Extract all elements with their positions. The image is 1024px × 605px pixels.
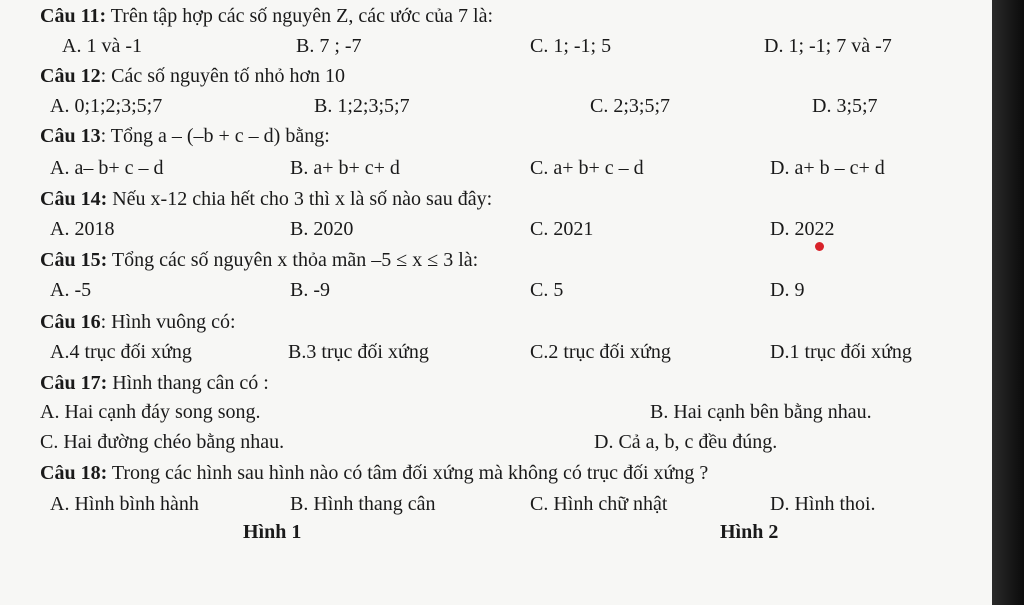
question-number: Câu 17:	[40, 372, 108, 394]
question-number: Câu 12	[40, 65, 101, 87]
dark-screen-edge	[992, 0, 1024, 605]
options-15	[0, 276, 992, 304]
option-b[interactable]: B. 1;2;3;5;7	[314, 95, 410, 117]
option-a[interactable]: A. Hai cạnh đáy song song.	[40, 401, 261, 423]
options-17-row1	[0, 398, 992, 426]
option-a[interactable]: A. 2018	[50, 218, 115, 240]
option-b[interactable]: B. 7 ; -7	[296, 35, 362, 57]
option-d[interactable]: D. 3;5;7	[812, 95, 878, 117]
option-d[interactable]: D. 2022	[770, 218, 835, 240]
option-a[interactable]: A. Hình bình hành	[50, 493, 199, 515]
option-a[interactable]: A. a– b+ c – d	[50, 157, 164, 179]
options-17-row2	[0, 428, 992, 456]
question-text: Tổng các số nguyên x thỏa mãn –5 ≤ x ≤ 3 là:	[111, 249, 479, 271]
options-18	[0, 490, 992, 518]
option-b[interactable]: B. a+ b+ c+ d	[290, 157, 400, 179]
question-text: : Hình vuông có:	[100, 311, 236, 333]
option-b[interactable]: B. Hai cạnh bên bằng nhau.	[650, 401, 872, 423]
question-16	[40, 308, 980, 336]
option-c[interactable]: C. Hai đường chéo bằng nhau.	[40, 431, 285, 453]
option-d[interactable]: D. 1; -1; 7 và -7	[764, 35, 892, 57]
question-11	[40, 2, 980, 30]
option-b[interactable]: B. -9	[290, 279, 330, 301]
question-text: Trong các hình sau hình nào có tâm đối xứng mà không có trục đối xứng ?	[111, 462, 709, 484]
option-a[interactable]: A. 0;1;2;3;5;7	[50, 95, 163, 117]
option-c[interactable]: C. a+ b+ c – d	[530, 157, 644, 179]
option-a[interactable]: A.4 trục đối xứng	[50, 341, 192, 363]
option-d[interactable]: D. Hình thoi.	[770, 493, 876, 515]
question-text: : Tổng a – (–b + c – d) bằng:	[100, 125, 330, 147]
option-c[interactable]: C. Hình chữ nhật	[530, 493, 668, 515]
question-text: Trên tập hợp các số nguyên Z, các ước của 7 là:	[110, 5, 494, 27]
question-number: Câu 18:	[40, 462, 108, 484]
options-16	[0, 338, 992, 366]
options-14	[0, 215, 992, 243]
question-number: Câu 16	[40, 311, 101, 333]
option-d[interactable]: D.1 trục đối xứng	[770, 341, 912, 363]
question-17	[40, 369, 980, 397]
question-text: Nếu x-12 chia hết cho 3 thì x là số nào sau đây:	[112, 188, 493, 210]
question-18	[40, 459, 980, 487]
option-c[interactable]: C. 1; -1; 5	[530, 35, 612, 57]
option-d[interactable]: D. 9	[770, 279, 805, 301]
question-number: Câu 13	[40, 125, 101, 147]
question-15	[40, 246, 980, 274]
option-a[interactable]: A. 1 và -1	[62, 35, 142, 57]
question-number: Câu 11:	[40, 5, 107, 27]
question-text: : Các số nguyên tố nhỏ hơn 10	[100, 65, 346, 87]
option-c[interactable]: C. 2;3;5;7	[590, 95, 671, 117]
question-12	[40, 62, 980, 90]
options-13	[0, 154, 992, 182]
option-c[interactable]: C. 5	[530, 279, 564, 301]
option-d[interactable]: D. a+ b – c+ d	[770, 157, 885, 179]
option-a[interactable]: A. -5	[50, 279, 92, 301]
question-text: Hình thang cân có :	[112, 372, 269, 394]
option-b[interactable]: B. Hình thang cân	[290, 493, 436, 515]
question-14	[40, 185, 980, 213]
figure-caption-2: Hình 2	[720, 521, 779, 543]
option-d[interactable]: D. Cả a, b, c đều đúng.	[594, 431, 778, 453]
options-12	[0, 92, 992, 120]
figure-caption-1: Hình 1	[243, 521, 302, 543]
option-b[interactable]: B.3 trục đối xứng	[288, 341, 429, 363]
question-number: Câu 15:	[40, 249, 108, 271]
options-11	[0, 32, 992, 60]
option-c[interactable]: C.2 trục đối xứng	[530, 341, 671, 363]
option-c[interactable]: C. 2021	[530, 218, 594, 240]
option-b[interactable]: B. 2020	[290, 218, 354, 240]
question-number: Câu 14:	[40, 188, 108, 210]
question-13	[40, 122, 980, 150]
